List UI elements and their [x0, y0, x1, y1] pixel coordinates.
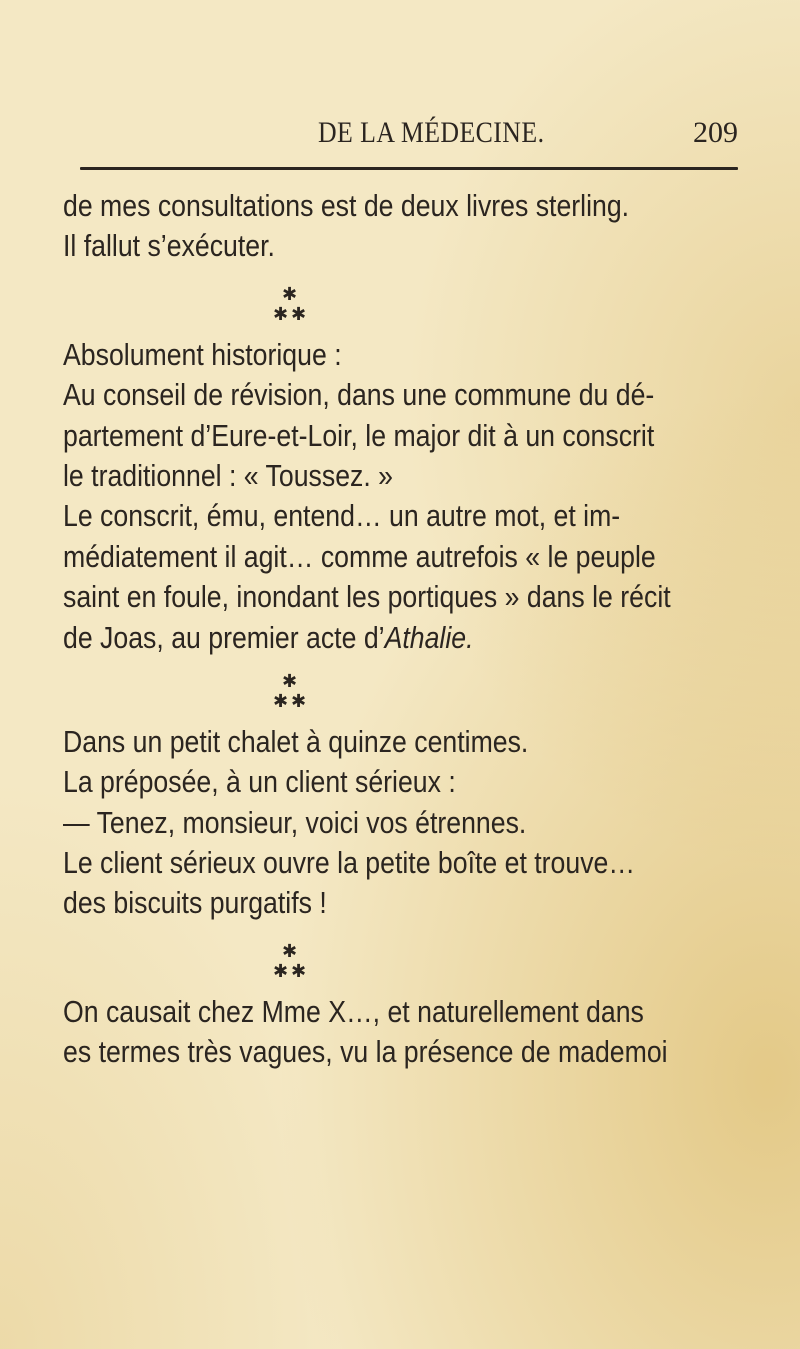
asterism-star-icon: ✱: [282, 670, 298, 691]
header-rule: [80, 167, 738, 170]
text-line: de mes consultations est de deux livres sterling.: [63, 188, 630, 223]
text-line: Il fallut s’exécuter.: [63, 228, 275, 264]
text-line: des biscuits purgatifs !: [63, 885, 327, 921]
body-text: [63, 186, 743, 1073]
asterism-star-icon: ✱: [291, 303, 307, 324]
text-line: Au conseil de révision, dans une commune du dé-: [63, 377, 655, 413]
text-line: Absolument historique :: [63, 336, 342, 372]
text-line: saint en foule, inondant les portiques » dans le récit: [63, 579, 671, 615]
page-header: [0, 116, 800, 156]
asterism-star-icon: ✱: [273, 303, 289, 324]
asterism-star-icon: ✱: [282, 940, 298, 961]
text-line: Dans un petit chalet à quinze centimes.: [63, 723, 529, 759]
text-line: le traditionnel : « Toussez. »: [63, 457, 393, 493]
text-line: La préposée, à un client sérieux :: [63, 764, 456, 800]
asterism-separator: [63, 664, 743, 722]
text-line: Le conscrit, ému, entend… un autre mot, et im-: [63, 498, 621, 534]
text-line: — Tenez, monsieur, voici vos étrennes.: [63, 804, 527, 840]
text-line: Le client sérieux ouvre la petite boîte et trouve…: [63, 845, 636, 881]
text-line: partement d’Eure-et-Loir, le major dit à un conscrit: [63, 417, 655, 453]
asterism-star-icon: ✱: [291, 960, 307, 981]
asterism-star-icon: ✱: [273, 690, 289, 711]
play-title-athalie: Athalie.: [384, 619, 474, 655]
text-line: es termes très vagues, vu la présence de mademoi: [63, 1034, 668, 1070]
asterism-star-icon: ✱: [282, 283, 298, 304]
text-line: médiatement il agit… comme autrefois « le peuple: [63, 538, 656, 574]
asterism-separator: [63, 277, 743, 335]
asterism-separator: [63, 934, 743, 992]
running-title: DE LA MÉDECINE.: [318, 116, 545, 149]
text-line: On causait chez Mme X…, et naturellement dans: [63, 993, 644, 1029]
asterism-star-icon: ✱: [291, 690, 307, 711]
text-segment: de Joas, au premier acte d’: [63, 619, 385, 655]
asterism-star-icon: ✱: [273, 960, 289, 981]
text-line: [63, 618, 648, 658]
page-number: 209: [693, 116, 738, 149]
